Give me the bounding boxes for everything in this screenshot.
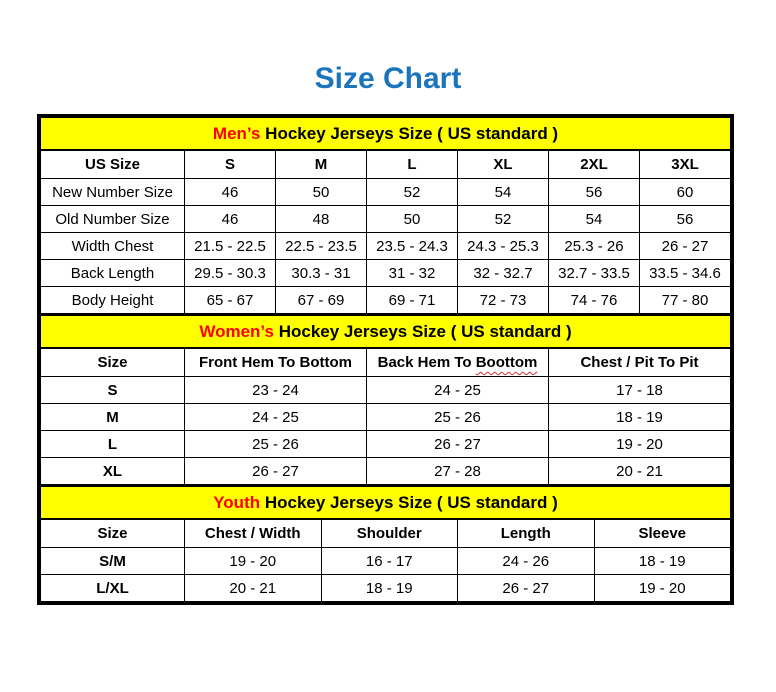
womens-section-title-rest: Hockey Jerseys Size ( US standard ): [273, 321, 572, 341]
column-header: Front Hem To Bottom: [185, 348, 367, 377]
mens-section-header-row: [41, 118, 731, 151]
youth-size-table: [40, 485, 731, 602]
page-title: Size Chart: [314, 62, 462, 95]
row-label: Body Height: [41, 287, 185, 314]
mens-section-title-rest: Hockey Jerseys Size ( US standard ): [260, 123, 559, 143]
table-cell: 23.5 - 24.3: [367, 233, 458, 260]
table-row: [41, 206, 731, 233]
table-cell: 19 - 20: [549, 431, 731, 458]
youth-section-title-rest: Hockey Jerseys Size ( US standard ): [260, 492, 558, 512]
row-label: S: [41, 377, 185, 404]
table-cell: 24.3 - 25.3: [458, 233, 549, 260]
table-cell: 17 - 18: [549, 377, 731, 404]
table-cell: 31 - 32: [367, 260, 458, 287]
column-header: XL: [458, 150, 549, 179]
table-cell: 69 - 71: [367, 287, 458, 314]
column-header: 3XL: [640, 150, 731, 179]
table-row: [41, 233, 731, 260]
row-label: M: [41, 404, 185, 431]
column-header: Shoulder: [321, 519, 458, 548]
womens-size-table: [40, 314, 731, 485]
table-cell: 48: [276, 206, 367, 233]
table-cell: 27 - 28: [367, 458, 549, 485]
table-cell: 56: [549, 179, 640, 206]
mens-size-table: [40, 117, 731, 314]
table-row: [41, 377, 731, 404]
table-cell: 60: [640, 179, 731, 206]
table-cell: 16 - 17: [321, 548, 458, 575]
column-header: 2XL: [549, 150, 640, 179]
mens-section-title-highlight: Men’s: [212, 123, 261, 143]
misspelled-word: Boottom: [475, 354, 538, 371]
table-cell: 20 - 21: [549, 458, 731, 485]
table-cell: 24 - 25: [185, 404, 367, 431]
table-cell: 24 - 25: [367, 377, 549, 404]
table-cell: 56: [640, 206, 731, 233]
mens-section-title: [41, 118, 731, 151]
womens-header-row: [41, 348, 731, 377]
table-cell: 18 - 19: [594, 548, 731, 575]
youth-section-title: [41, 486, 731, 519]
column-header-text: Back Hem To: [377, 354, 476, 371]
table-cell: 30.3 - 31: [276, 260, 367, 287]
row-label: Back Length: [41, 260, 185, 287]
table-cell: 32.7 - 33.5: [549, 260, 640, 287]
table-cell: 77 - 80: [640, 287, 731, 314]
row-label: New Number Size: [41, 179, 185, 206]
table-cell: 46: [185, 206, 276, 233]
size-chart: [37, 114, 734, 605]
table-cell: 33.5 - 34.6: [640, 260, 731, 287]
womens-section-title-highlight: Women’s: [199, 321, 274, 341]
youth-section-title-highlight: Youth: [213, 492, 261, 512]
table-cell: 52: [458, 206, 549, 233]
table-cell: 18 - 19: [549, 404, 731, 431]
table-cell: 74 - 76: [549, 287, 640, 314]
table-row: [41, 287, 731, 314]
table-cell: 29.5 - 30.3: [185, 260, 276, 287]
column-header: S: [185, 150, 276, 179]
table-cell: 20 - 21: [185, 575, 322, 602]
table-cell: 22.5 - 23.5: [276, 233, 367, 260]
table-row: [41, 404, 731, 431]
table-cell: 50: [367, 206, 458, 233]
table-cell: 46: [185, 179, 276, 206]
column-header: Sleeve: [594, 519, 731, 548]
youth-header-row: [41, 519, 731, 548]
row-label: L: [41, 431, 185, 458]
table-row: [41, 575, 731, 602]
row-label: Width Chest: [41, 233, 185, 260]
table-cell: 54: [549, 206, 640, 233]
column-header: Size: [41, 519, 185, 548]
table-row: [41, 548, 731, 575]
womens-section-title: [41, 315, 731, 348]
table-cell: 19 - 20: [185, 548, 322, 575]
table-row: [41, 260, 731, 287]
table-cell: 25 - 26: [185, 431, 367, 458]
table-cell: 67 - 69: [276, 287, 367, 314]
column-header: US Size: [41, 150, 185, 179]
column-header: Length: [458, 519, 595, 548]
table-row: [41, 179, 731, 206]
table-row: [41, 431, 731, 458]
youth-section-header-row: [41, 486, 731, 519]
column-header: L: [367, 150, 458, 179]
table-cell: 65 - 67: [185, 287, 276, 314]
column-header: Chest / Width: [185, 519, 322, 548]
table-cell: 25 - 26: [367, 404, 549, 431]
table-cell: 50: [276, 179, 367, 206]
column-header-misspelled: [367, 348, 549, 377]
table-cell: 18 - 19: [321, 575, 458, 602]
row-label: L/XL: [41, 575, 185, 602]
table-cell: 32 - 32.7: [458, 260, 549, 287]
table-cell: 25.3 - 26: [549, 233, 640, 260]
row-label: Old Number Size: [41, 206, 185, 233]
column-header: Chest / Pit To Pit: [549, 348, 731, 377]
table-cell: 26 - 27: [458, 575, 595, 602]
table-cell: 26 - 27: [640, 233, 731, 260]
table-row: [41, 458, 731, 485]
table-cell: 26 - 27: [367, 431, 549, 458]
row-label: XL: [41, 458, 185, 485]
column-header: M: [276, 150, 367, 179]
mens-header-row: [41, 150, 731, 179]
table-cell: 24 - 26: [458, 548, 595, 575]
womens-section-header-row: [41, 315, 731, 348]
table-cell: 52: [367, 179, 458, 206]
table-cell: 72 - 73: [458, 287, 549, 314]
column-header: Size: [41, 348, 185, 377]
table-cell: 21.5 - 22.5: [185, 233, 276, 260]
table-cell: 26 - 27: [185, 458, 367, 485]
table-cell: 54: [458, 179, 549, 206]
table-cell: 23 - 24: [185, 377, 367, 404]
table-cell: 19 - 20: [594, 575, 731, 602]
row-label: S/M: [41, 548, 185, 575]
